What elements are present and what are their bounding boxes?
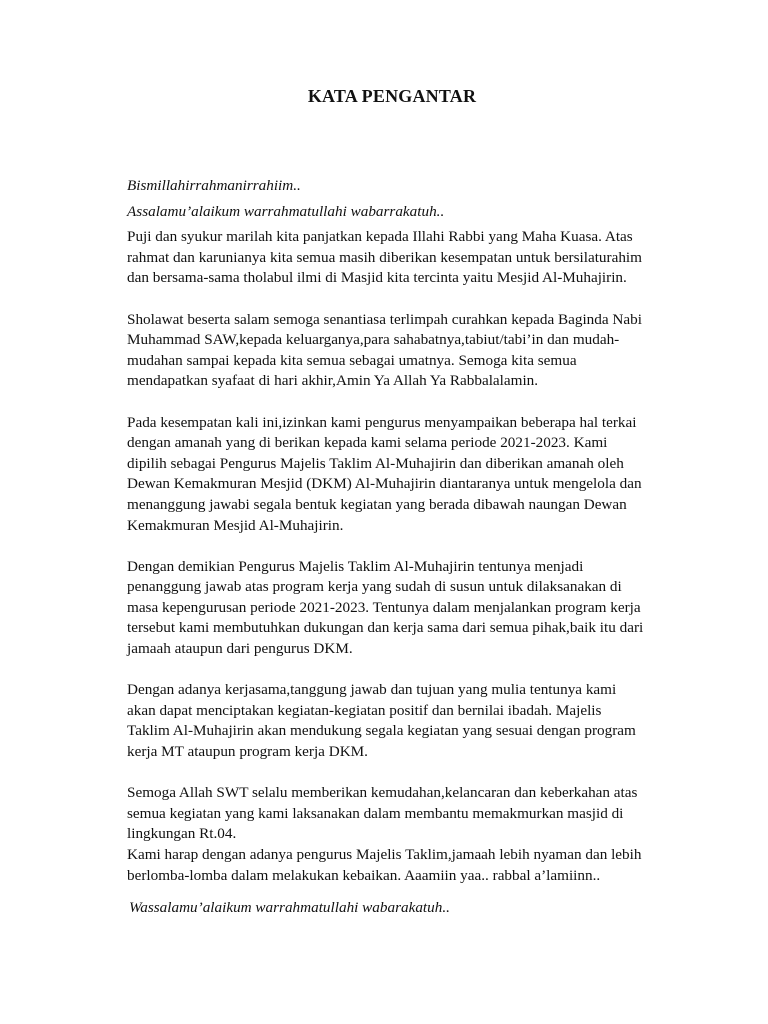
paragraph-line: mendapatkan syafaat di hari akhir,Amin Ya Allah Ya Rabbalalamin. (127, 372, 539, 390)
paragraph-line: jamaah ataupun dari pengurus DKM. (127, 640, 353, 658)
paragraph-line: masa kepengurusan periode 2021-2023. Tentunya dalam menjalankan program kerja (127, 598, 641, 616)
paragraph-line: Puji dan syukur marilah kita panjatkan kepada Illahi Rabbi yang Maha Kuasa. Atas (127, 228, 633, 246)
paragraph-line: Pada kesempatan kali ini,izinkan kami pengurus menyampaikan beberapa hal terkai (127, 413, 637, 431)
paragraph-line: dan bersama-sama tholabul ilmi di Masjid kita tercinta yaitu Mesjid Al-Muhajirin. (127, 269, 627, 287)
paragraph-line: penanggung jawab atas program kerja yang sudah di susun untuk dilaksanakan di (127, 578, 622, 596)
paragraph-line: Kami harap dengan adanya pengurus Majelis Taklim,jamaah lebih nyaman dan lebih (127, 846, 642, 863)
paragraph-line: Dengan adanya kerjasama,tanggung jawab dan tujuan yang mulia tentunya kami (127, 681, 617, 699)
paragraph-doa (127, 783, 667, 886)
paragraph-line: Muhammad SAW,kepada keluarganya,para sahabatnya,tabiut/tabi’in dan mudah- (127, 331, 620, 349)
paragraph-sholawat (127, 310, 667, 392)
paragraph-amanah (127, 413, 667, 537)
paragraph-line: mudahan sampai kepada kita semua sebagai umatnya. Semoga kita semua (127, 351, 577, 369)
paragraph-line: rahmat dan karunianya kita semua masih diberikan kesempatan untuk bersilaturahim (127, 248, 642, 266)
paragraph-line: Taklim Al-Muhajirin akan mendukung segala kegiatan yang sesuai dengan program (127, 722, 636, 740)
paragraph-kerjasama (127, 680, 667, 762)
paragraph-line: menanggung jawabi segala bentuk kegiatan yang berada dibawah naungan Dewan (127, 495, 627, 513)
closing-salam: Wassalamu’alaikum warrahmatullahi wabarakatuh.. (129, 899, 450, 917)
paragraph-program (127, 557, 667, 660)
paragraph-line: Dengan demikian Pengurus Majelis Taklim Al-Muhajirin tentunya menjadi (127, 557, 584, 575)
paragraph-line: kerja MT ataupun program kerja DKM. (127, 743, 368, 761)
paragraph-line: dengan amanah yang di berikan kepada kami selama periode 2021-2023. Kami (127, 434, 608, 452)
greeting-salam: Assalamu’alaikum warrahmatullahi wabarrakatuh.. (127, 202, 445, 220)
paragraph-praise (127, 227, 667, 289)
paragraph-line: dipilih sebagai Pengurus Majelis Taklim Al-Muhajirin dan diberikan amanah oleh (127, 454, 624, 472)
paragraph-line: akan dapat menciptakan kegiatan-kegiatan positif dan bernilai ibadah. Majelis (127, 701, 602, 719)
paragraph-line: semua kegiatan yang kami laksanakan dalam membantu memakmurkan masjid di (127, 804, 624, 822)
paragraph-line: tersebut kami membutuhkan dukungan dan kerja sama dari semua pihak,baik itu dari (127, 619, 644, 637)
paragraph-line: berlomba-lomba dalam melakukan kebaikan. Aaamiin yaa.. rabbal a’lamiinn.. (127, 866, 601, 884)
paragraph-line: Dewan Kemakmuran Mesjid (DKM) Al-Muhajirin diantaranya untuk mengelola dan (127, 475, 642, 493)
page-title: KATA PENGANTAR (307, 86, 477, 106)
greeting-bismillah: Bismillahirrahmanirrahiim.. (127, 177, 301, 194)
paragraph-line: Sholawat beserta salam semoga senantiasa terlimpah curahkan kepada Baginda Nabi (127, 310, 642, 328)
paragraph-line: Semoga Allah SWT selalu memberikan kemudahan,kelancaran dan keberkahan atas (127, 784, 638, 802)
document-body (127, 176, 667, 919)
paragraph-line: Kemakmuran Mesjid Al-Muhajirin. (127, 516, 344, 534)
paragraph-line: lingkungan Rt.04. (127, 825, 237, 843)
